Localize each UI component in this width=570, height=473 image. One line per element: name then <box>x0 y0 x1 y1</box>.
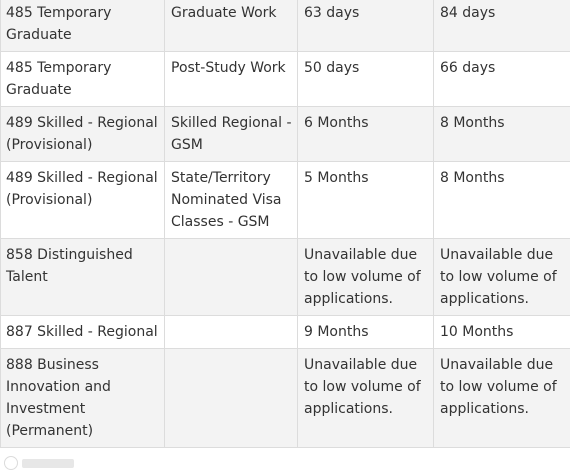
time-75-cell: 5 Months <box>298 162 434 239</box>
time-75-cell: 6 Months <box>298 107 434 162</box>
time-75-cell: Unavailable due to low volume of applications. <box>298 349 434 448</box>
visa-cell: 485 Temporary Graduate <box>1 0 165 52</box>
time-90-cell: 66 days <box>434 52 570 107</box>
visa-cell: 887 Skilled - Regional <box>1 316 165 349</box>
time-75-cell: Unavailable due to low volume of applications. <box>298 239 434 316</box>
visa-cell: 485 Temporary Graduate <box>1 52 165 107</box>
table-row <box>1 239 570 316</box>
table-row <box>1 316 570 349</box>
time-90-cell: 8 Months <box>434 107 570 162</box>
table-row <box>1 162 570 239</box>
stream-cell <box>165 239 298 316</box>
stream-cell: Skilled Regional - GSM <box>165 107 298 162</box>
time-75-cell: 50 days <box>298 52 434 107</box>
watermark <box>4 456 74 470</box>
stream-cell <box>165 349 298 448</box>
table-row <box>1 0 570 52</box>
stream-cell: State/Territory Nominated Visa Classes - GSM <box>165 162 298 239</box>
time-90-cell: 84 days <box>434 0 570 52</box>
visa-cell: 858 Distinguished Talent <box>1 239 165 316</box>
stream-cell <box>165 316 298 349</box>
stream-cell: Graduate Work <box>165 0 298 52</box>
time-90-cell: 10 Months <box>434 316 570 349</box>
time-75-cell: 9 Months <box>298 316 434 349</box>
time-90-cell: 8 Months <box>434 162 570 239</box>
table-row <box>1 107 570 162</box>
table-row <box>1 52 570 107</box>
visa-cell: 888 Business Innovation and Investment (Permanent) <box>1 349 165 448</box>
watermark-logo-icon <box>4 456 18 470</box>
visa-cell: 489 Skilled - Regional (Provisional) <box>1 162 165 239</box>
visa-cell: 489 Skilled - Regional (Provisional) <box>1 107 165 162</box>
stream-cell: Post-Study Work <box>165 52 298 107</box>
time-90-cell: Unavailable due to low volume of applications. <box>434 349 570 448</box>
table-row <box>1 349 570 448</box>
time-90-cell: Unavailable due to low volume of applications. <box>434 239 570 316</box>
time-75-cell: 63 days <box>298 0 434 52</box>
watermark-text-mark <box>22 459 74 468</box>
